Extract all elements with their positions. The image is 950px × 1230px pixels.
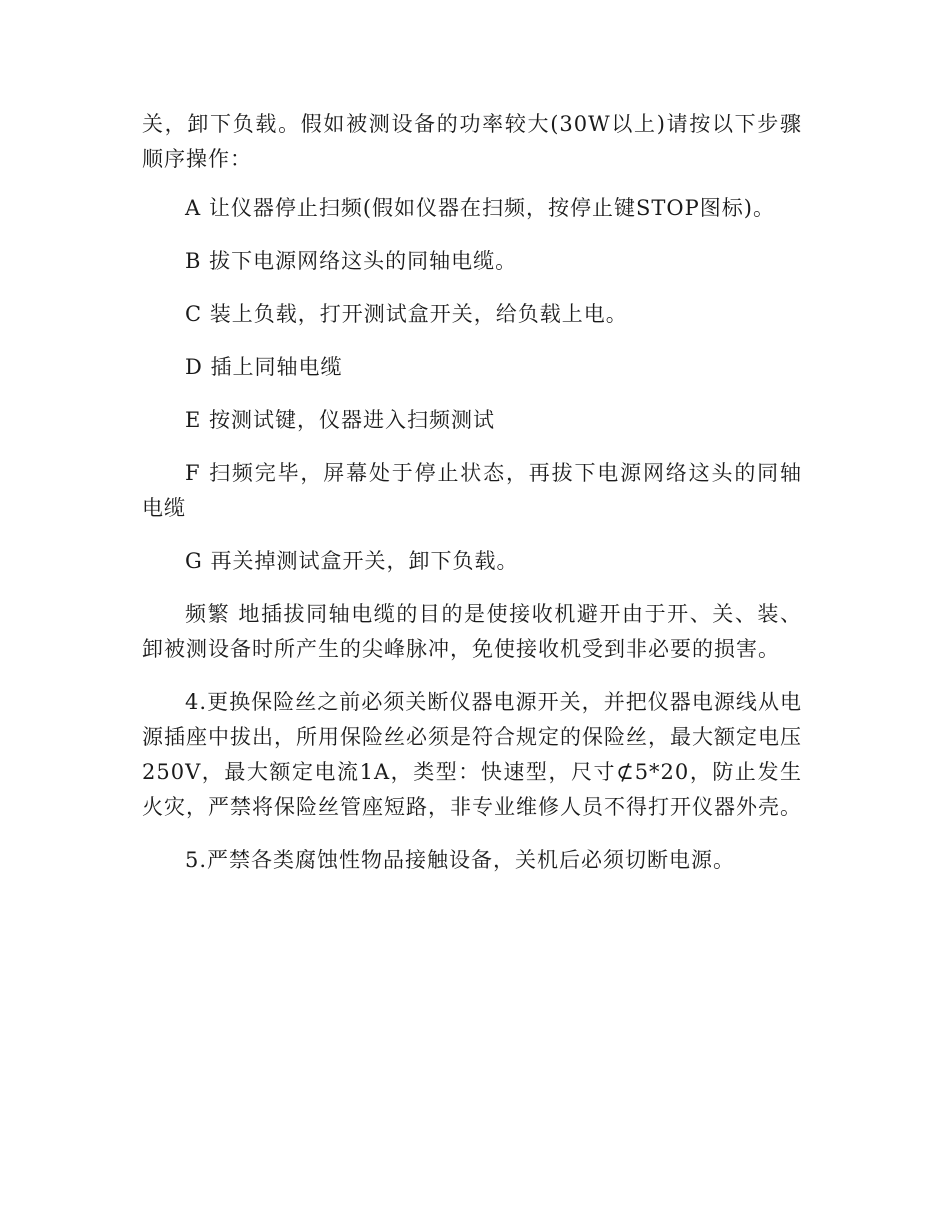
paragraph-step-g: G 再关掉测试盒开关，卸下负载。	[185, 549, 519, 573]
paragraph-item-5: 5.严禁各类腐蚀性物品接触设备，关机后必须切断电源。	[185, 848, 736, 872]
paragraph-note: 频繁 地插拔同轴电缆的目的是使接收机避开由于开、关、装、卸被测设备时所产生的尖峰脉冲，免使接收机受到非必要的损害。	[142, 602, 802, 661]
paragraph-step-f: F 扫频完毕，屏幕处于停止状态，再拔下电源网络这头的同轴电缆	[142, 461, 802, 520]
paragraph-step-c: C 装上负载，打开测试盒开关，给负载上电。	[185, 302, 628, 326]
paragraph-step-a: A 让仪器停止扫频(假如仪器在扫频，按停止键STOP图标)。	[185, 196, 775, 220]
paragraph-intro: 关，卸下负载。假如被测设备的功率较大(30W以上)请按以下步骤顺序操作：	[142, 112, 802, 171]
paragraph-step-b: B 拔下电源网络这头的同轴电缆。	[185, 249, 518, 273]
paragraph-step-d: D 插上同轴电缆	[185, 355, 343, 379]
paragraph-step-e: E 按测试键，仪器进入扫频测试	[185, 408, 496, 432]
paragraph-item-4: 4.更换保险丝之前必须关断仪器电源开关，并把仪器电源线从电源插座中拔出，所用保险丝必须是符合规定的保险丝，最大额定电压250V，最大额定电流1A，类型：快速型，尺寸⊄5*20，防止发生火灾，严禁将保险丝管座短路，非专业维修人员不得打开仪器外壳。	[142, 690, 802, 819]
